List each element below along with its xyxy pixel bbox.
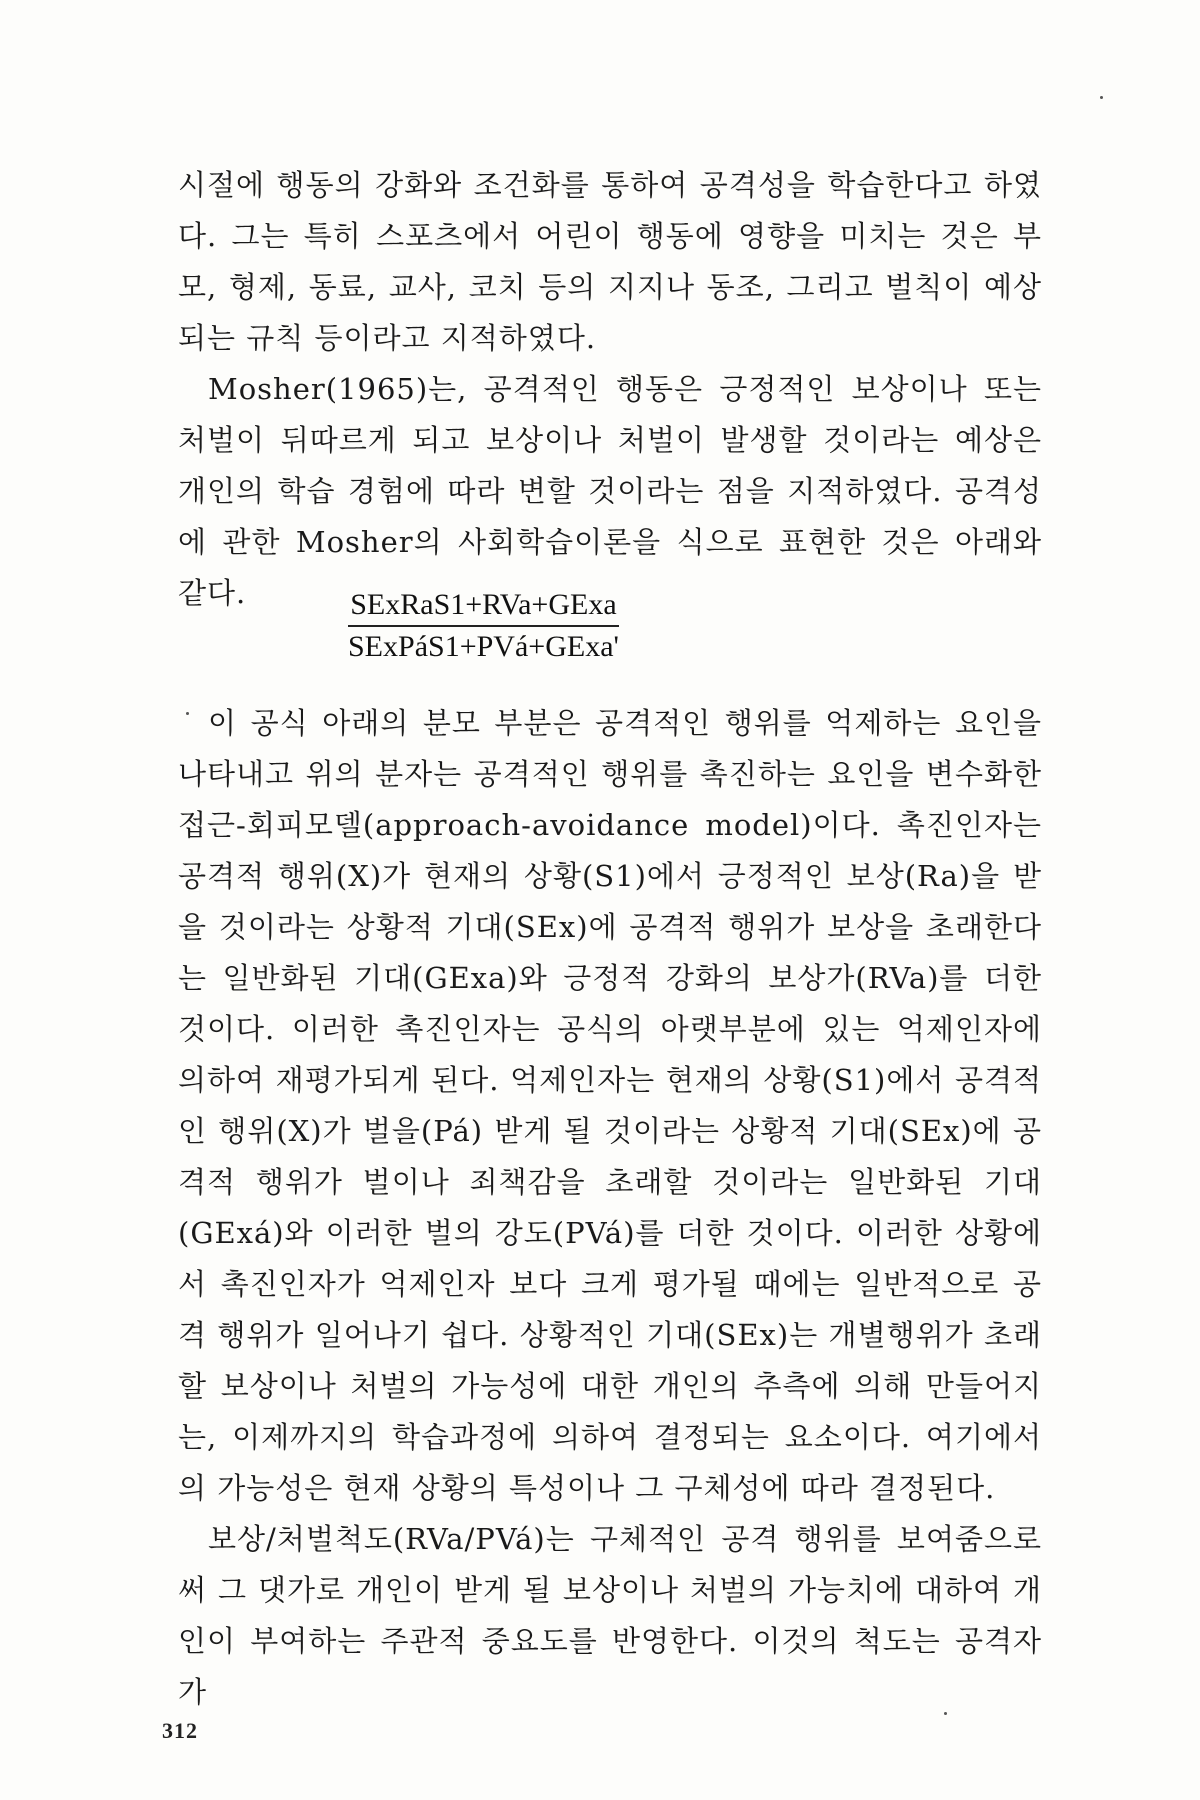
formula <box>348 588 619 664</box>
paragraph-1: 시절에 행동의 강화와 조건화를 통하여 공격성을 학습한다고 하였다. 그는 특히 스포츠에서 어린이 행동에 영향을 미치는 것은 부모, 형제, 동료, 교사, 코치 등의 지지나 동조, 그리고 벌칙이 예상되는 규칙 등이라고 지적하였다. <box>178 168 1042 355</box>
paragraph-2: Mosher(1965)는, 공격적인 행동은 긍정적인 보상이나 또는 처벌이 뒤따르게 되고 보상이나 처벌이 발생할 것이라는 예상은 개인의 학습 경험에 따라 변할 것이라는 점을 지적하였다. 공격성에 관한 Mosher의 사회학습이론을 식으로 표현한 것은 아래와 같다. <box>178 372 1042 610</box>
page-number: 312 <box>162 1718 198 1743</box>
text-block-top <box>178 160 1042 619</box>
text-block-bottom <box>178 698 1042 1718</box>
formula-numerator: SExRaS1+RVa+GExa <box>348 588 619 627</box>
formula-fraction <box>348 588 619 664</box>
paragraph-4: 보상/처벌척도(RVa/PVá)는 구체적인 공격 행위를 보여줌으로써 그 댓가로 개인이 받게 될 보상이나 처벌의 가능치에 대하여 개인이 부여하는 주관적 중요도를 반영한다. 이것의 척도는 공격자가 <box>178 1522 1042 1709</box>
scan-speck <box>944 1712 947 1715</box>
paragraph-3: 이 공식 아래의 분모 부분은 공격적인 행위를 억제하는 요인을 나타내고 위의 분자는 공격적인 행위를 촉진하는 요인을 변수화한 접근-회피모델(approach-avoidance model)이다. 촉진인자는 공격적 행위(X)가 현재의 상황(S1)에서 긍정적인 보상(Ra)을 받을 것이라는 상황적 기대(SEx)에 공격적 행위가 보상을 초래한다는 일반화된 기대(GExa)와 긍정적 강화의 보상가(RVa)를 더한 것이다. 이러한 촉진인자는 공식의 아랫부분에 있는 억제인자에 의하여 재평가되게 된다. 억제인자는 현재의 상황(S1)에서 공격적인 행위(X)가 벌을(Pá) 받게 될 것이라는 상황적 기대(SEx)에 공격적 행위가 벌이나 죄책감을 초래할 것이라는 일반화된 기대(GExá)와 이러한 벌의 강도(PVá)를 더한 것이다. 이러한 상황에서 촉진인자가 억제인자 보다 크게 평가될 때에는 일반적으로 공격 행위가 일어나기 쉽다. 상황적인 기대(SEx)는 개별행위가 초래할 보상이나 처벌의 가능성에 대한 개인의 추측에 의해 만들어지는, 이제까지의 학습과정에 의하여 결정되는 요소이다. 여기에서의 가능성은 현재 상황의 특성이나 그 구체성에 따라 결정된다. <box>178 706 1042 1505</box>
scan-speck <box>186 712 189 715</box>
formula-denominator: SExPáS1+PVá+GExa' <box>348 630 619 663</box>
scan-speck <box>1100 96 1103 99</box>
